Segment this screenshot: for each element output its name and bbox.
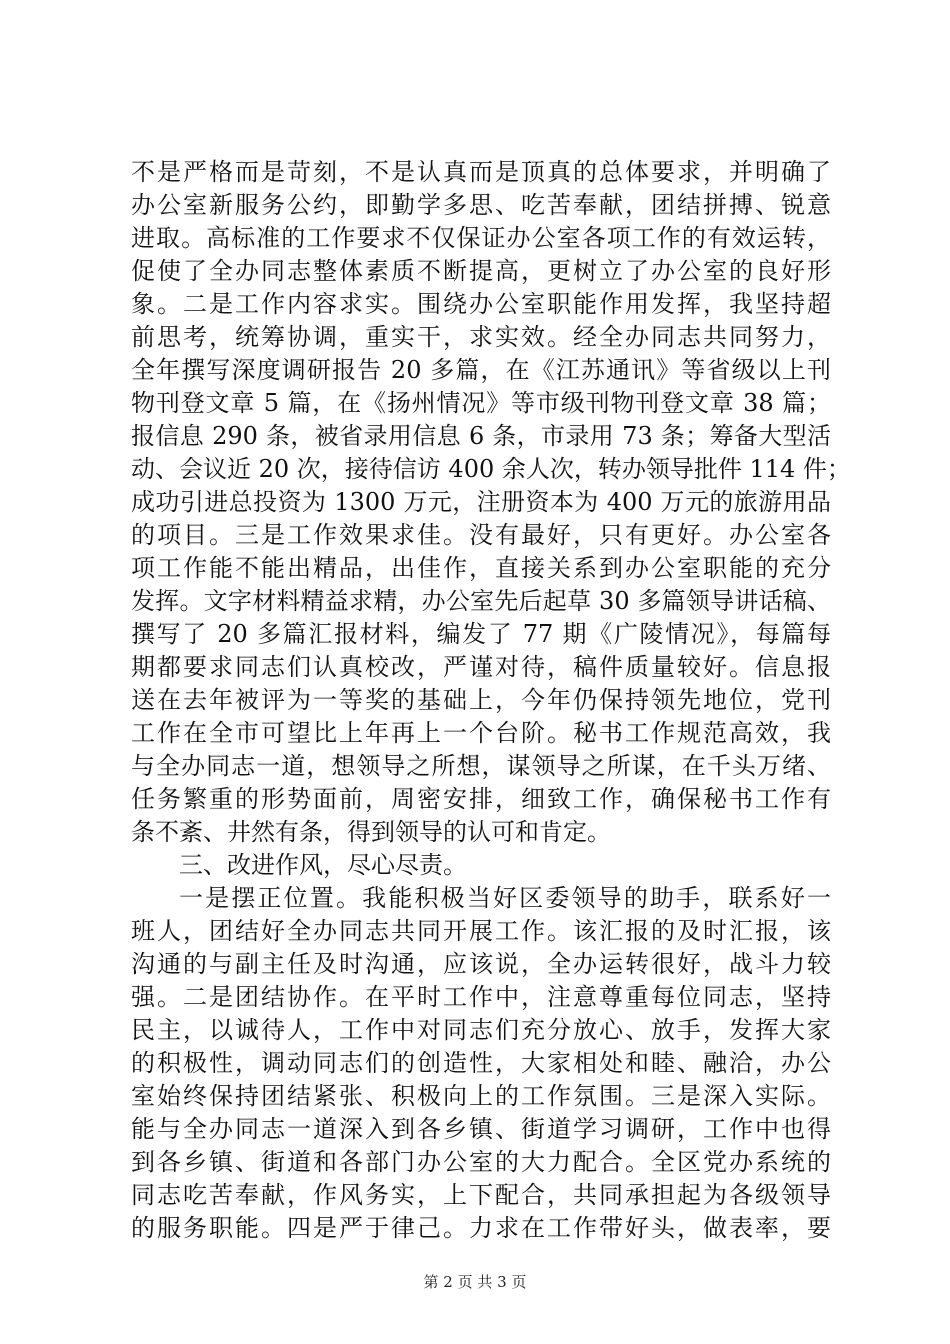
text-line: 条不紊、井然有条，得到领导的认可和肯定。 [131,818,611,846]
text-line: 办公室新服务公约，即勤学多思、吃苦奉献，团结拼搏、锐意 [131,191,831,219]
text-line: 工作在全市可望比上年再上一个台阶。秘书工作规范高效，我 [131,719,831,747]
page-footer: 第 2 页 共 3 页 [423,1273,527,1291]
text-line: 民主，以诚待人，工作中对同志们充分放心、放手，发挥大家 [131,1016,831,1044]
text-line: 促使了全办同志整体素质不断提高，更树立了办公室的良好形 [131,257,831,285]
text-line: 强。二是团结协作。在平时工作中，注意尊重每位同志，坚持 [131,983,831,1011]
text-line: 与全办同志一道，想领导之所想，谋领导之所谋，在千头万绪、 [131,752,831,780]
text-line: 沟通的与副主任及时沟通，应该说，全办运转很好，战斗力较 [131,950,831,978]
text-line: 前思考，统筹协调，重实干，求实效。经全办同志共同努力， [131,323,831,351]
text-line: 室始终保持团结紧张、积极向上的工作氛围。三是深入实际。 [131,1082,831,1110]
text-line: 期都要求同志们认真校改，严谨对待，稿件质量较好。信息报 [131,653,831,681]
text-line: 不是严格而是苛刻，不是认真而是顶真的总体要求，并明确了 [131,158,831,186]
text-line: 同志吃苦奉献，作风务实，上下配合，共同承担起为各级领导 [131,1181,831,1209]
text-line: 进取。高标准的工作要求不仅保证办公室各项工作的有效运转， [131,224,831,252]
text-line: 动、会议近 20 次，接待信访 400 余人次，转办领导批件 114 件； [131,455,851,483]
text-line: 送在去年被评为一等奖的基础上，今年仍保持领先地位，党刊 [131,686,831,714]
text-line: 项工作能不能出精品，出佳作，直接关系到办公室职能的充分 [131,554,831,582]
text-line: 三、改进作风，尽心尽责。 [179,851,467,879]
text-line: 报信息 290 条，被省录用信息 6 条，市录用 73 条；筹备大型活 [131,422,831,450]
text-line: 撰写了 20 多篇汇报材料，编发了 77 期《广陵情况》，每篇每 [131,620,831,648]
text-line: 发挥。文字材料精益求精，办公室先后起草 30 多篇领导讲话稿、 [131,587,831,615]
text-line: 任务繁重的形势面前，周密安排，细致工作，确保秘书工作有 [131,785,831,813]
text-line: 班人，团结好全办同志共同开展工作。该汇报的及时汇报，该 [131,917,831,945]
text-line: 一是摆正位置。我能积极当好区委领导的助手，联系好一 [179,884,831,912]
document-body [131,156,851,1245]
text-line: 全年撰写深度调研报告 20 多篇，在《江苏通讯》等省级以上刊 [131,356,831,384]
text-line: 的项目。三是工作效果求佳。没有最好，只有更好。办公室各 [131,521,831,549]
text-line: 能与全办同志一道深入到各乡镇、街道学习调研，工作中也得 [131,1115,831,1143]
text-line: 成功引进总投资为 1300 万元，注册资本为 400 万元的旅游用品 [131,488,831,516]
text-line: 物刊登文章 5 篇，在《扬州情况》等市级刊物刊登文章 38 篇； [131,389,831,417]
text-line: 到各乡镇、街道和各部门办公室的大力配合。全区党办系统的 [131,1148,831,1176]
text-line: 的积极性，调动同志们的创造性，大家相处和睦、融洽，办公 [131,1049,831,1077]
text-line: 的服务职能。四是严于律己。力求在工作带好头，做表率，要 [131,1214,831,1242]
text-line: 象。二是工作内容求实。围绕办公室职能作用发挥，我坚持超 [131,290,831,318]
